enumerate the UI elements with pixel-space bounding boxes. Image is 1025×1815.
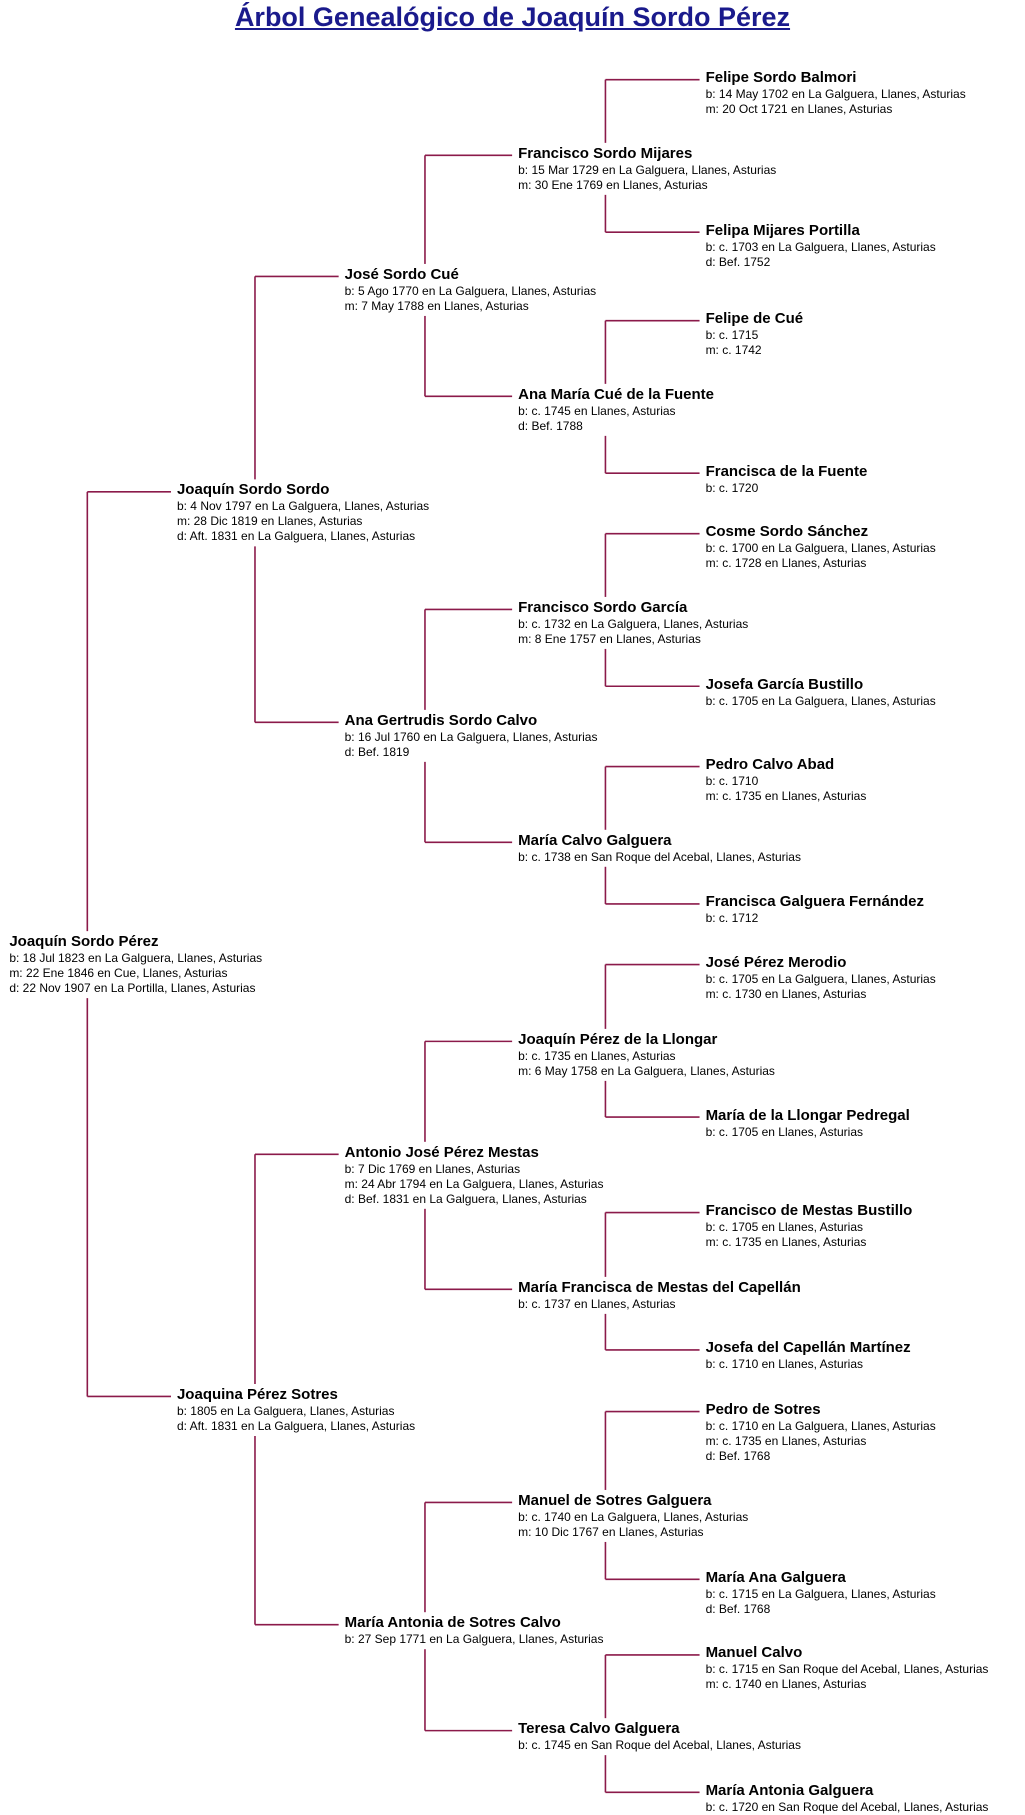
person-p5: [345, 712, 598, 760]
person-p1: [9, 933, 262, 996]
person-name: Felipe Sordo Balmori: [705, 69, 857, 87]
person-p20: [706, 523, 936, 571]
person-name: María Antonia de Sotres Calvo: [344, 1614, 561, 1632]
person-detail-line: d: 22 Nov 1907 en La Portilla, Llanes, Asturias: [9, 981, 256, 996]
person-p12: [518, 1031, 775, 1079]
person-detail-line: b: 27 Sep 1771 en La Galguera, Llanes, Asturias: [344, 1632, 604, 1647]
person-p24: [706, 954, 936, 1002]
person-name: Josefa García Bustillo: [705, 675, 864, 693]
person-name: Ana Gertrudis Sordo Calvo: [344, 711, 538, 729]
person-name: María de la Llongar Pedregal: [705, 1106, 910, 1124]
person-detail-line: m: c. 1735 en Llanes, Asturias: [705, 1235, 867, 1250]
person-name: Ana María Cué de la Fuente: [518, 385, 714, 403]
person-detail-line: b: c. 1745 en Llanes, Asturias: [518, 403, 676, 418]
person-detail-line: d: Bef. 1788: [518, 418, 583, 433]
person-detail-line: m: 7 May 1788 en Llanes, Asturias: [344, 298, 529, 313]
person-name: Felipa Mijares Portilla: [705, 221, 860, 239]
person-detail-line: m: 22 Ene 1846 en Cue, Llanes, Asturias: [9, 966, 228, 981]
person-p28: [706, 1401, 936, 1464]
person-detail-line: b: c. 1720 en San Roque del Acebal, Llanes, Asturias: [705, 1799, 989, 1814]
person-name: Teresa Calvo Galguera: [518, 1720, 680, 1738]
person-name: Joaquina Pérez Sotres: [176, 1385, 338, 1403]
person-detail-line: m: 10 Dic 1767 en Llanes, Asturias: [518, 1524, 704, 1539]
person-name: Josefa del Capellán Martínez: [705, 1339, 911, 1357]
person-p17: [706, 222, 936, 270]
person-detail-line: d: Bef. 1831 en La Galguera, Llanes, Asturias: [344, 1191, 587, 1206]
person-p26: [706, 1202, 913, 1250]
person-detail-line: m: c. 1742: [705, 343, 762, 358]
person-name: Francisca de la Fuente: [705, 462, 868, 480]
person-p6: [345, 1144, 604, 1207]
person-detail-line: b: c. 1738 en San Roque del Acebal, Llanes, Asturias: [518, 849, 801, 864]
person-detail-line: b: 4 Nov 1797 en La Galguera, Llanes, Asturias: [176, 499, 430, 514]
person-p16: [706, 69, 966, 117]
person-detail-line: b: c. 1700 en La Galguera, Llanes, Asturias: [705, 541, 936, 556]
person-detail-line: d: Bef. 1768: [705, 1449, 771, 1464]
person-detail-line: m: 30 Ene 1769 en Llanes, Asturias: [518, 177, 708, 192]
person-name: Antonio José Pérez Mestas: [344, 1143, 539, 1161]
person-detail-line: d: Aft. 1831 en La Galguera, Llanes, Asturias: [176, 529, 416, 544]
person-detail-line: b: 18 Jul 1823 en La Galguera, Llanes, Asturias: [9, 951, 263, 966]
person-name: Joaquín Sordo Pérez: [9, 933, 159, 951]
person-name: José Pérez Merodio: [705, 954, 847, 972]
person-name: Manuel de Sotres Galguera: [518, 1491, 712, 1509]
person-detail-line: m: c. 1730 en Llanes, Asturias: [705, 987, 867, 1002]
person-detail-line: b: c. 1735 en Llanes, Asturias: [518, 1048, 676, 1063]
person-detail-line: b: c. 1745 en San Roque del Acebal, Llanes, Asturias: [518, 1738, 801, 1753]
person-name: Francisco Sordo García: [518, 598, 688, 616]
person-p2: [177, 481, 429, 544]
person-p23: [706, 893, 924, 926]
person-detail-line: b: c. 1715 en La Galguera, Llanes, Asturias: [705, 1586, 936, 1601]
person-name: José Sordo Cué: [344, 265, 459, 283]
person-p30: [706, 1644, 989, 1692]
person-name: Cosme Sordo Sánchez: [705, 523, 869, 541]
person-detail-line: m: 6 May 1758 en La Galguera, Llanes, Asturias: [518, 1063, 775, 1078]
person-name: Manuel Calvo: [705, 1644, 803, 1662]
person-p7: [345, 1614, 604, 1647]
person-detail-line: m: c. 1740 en Llanes, Asturias: [705, 1677, 867, 1692]
person-p22: [706, 756, 867, 804]
person-p18: [706, 310, 804, 358]
person-name: Felipe de Cué: [705, 310, 804, 328]
person-p15: [518, 1720, 801, 1753]
person-p4: [345, 266, 597, 314]
person-p10: [518, 599, 748, 647]
person-name: María Francisca de Mestas del Capellán: [518, 1278, 801, 1296]
person-detail-line: b: c. 1710 en La Galguera, Llanes, Asturias: [705, 1419, 936, 1434]
person-name: Pedro de Sotres: [705, 1401, 821, 1419]
person-p14: [518, 1492, 748, 1540]
person-detail-line: b: c. 1740 en La Galguera, Llanes, Asturias: [518, 1509, 749, 1524]
person-name: María Antonia Galguera: [705, 1781, 874, 1799]
person-detail-line: b: 14 May 1702 en La Galguera, Llanes, Asturias: [705, 87, 966, 102]
person-detail-line: b: c. 1703 en La Galguera, Llanes, Asturias: [705, 239, 936, 254]
person-detail-line: b: c. 1710 en Llanes, Asturias: [705, 1357, 863, 1372]
person-detail-line: m: 24 Abr 1794 en La Galguera, Llanes, Asturias: [344, 1176, 604, 1191]
person-p13: [518, 1279, 801, 1312]
person-p11: [518, 832, 801, 865]
person-p29: [706, 1569, 936, 1617]
person-detail-line: b: c. 1705 en La Galguera, Llanes, Asturias: [705, 972, 936, 987]
person-detail-line: b: 1805 en La Galguera, Llanes, Asturias: [176, 1403, 395, 1418]
person-p27: [706, 1339, 911, 1372]
person-p31: [706, 1782, 989, 1815]
person-p19: [706, 463, 868, 496]
page-title: Árbol Genealógico de Joaquín Sordo Pérez: [234, 2, 791, 32]
person-name: Francisca Galguera Fernández: [705, 893, 924, 911]
person-detail-line: d: Bef. 1819: [344, 744, 410, 759]
person-detail-line: b: 16 Jul 1760 en La Galguera, Llanes, Asturias: [344, 729, 598, 744]
person-detail-line: b: c. 1712: [705, 911, 759, 926]
person-name: Francisco Sordo Mijares: [518, 144, 693, 162]
person-detail-line: m: 8 Ene 1757 en Llanes, Asturias: [518, 631, 701, 646]
person-detail-line: b: c. 1732 en La Galguera, Llanes, Asturias: [518, 616, 749, 631]
person-detail-line: m: c. 1735 en Llanes, Asturias: [705, 789, 867, 804]
person-p21: [706, 676, 936, 709]
person-detail-line: d: Aft. 1831 en La Galguera, Llanes, Asturias: [176, 1418, 416, 1433]
person-detail-line: b: c. 1715: [705, 328, 759, 343]
person-detail-line: m: 20 Oct 1721 en Llanes, Asturias: [705, 102, 893, 117]
person-name: Joaquín Sordo Sordo: [176, 481, 330, 499]
person-detail-line: b: c. 1705 en Llanes, Asturias: [705, 1220, 863, 1235]
person-name: Pedro Calvo Abad: [705, 756, 835, 774]
person-name: Joaquín Pérez de la Llongar: [518, 1030, 718, 1048]
person-detail-line: b: c. 1710: [705, 774, 759, 789]
person-p8: [518, 145, 776, 193]
person-detail-line: m: 28 Dic 1819 en Llanes, Asturias: [176, 514, 363, 529]
person-detail-line: b: 15 Mar 1729 en La Galguera, Llanes, Asturias: [518, 162, 777, 177]
person-detail-line: b: 7 Dic 1769 en Llanes, Asturias: [344, 1161, 521, 1176]
person-detail-line: d: Bef. 1752: [705, 254, 771, 269]
person-detail-line: b: 5 Ago 1770 en La Galguera, Llanes, Asturias: [344, 283, 597, 298]
person-detail-line: m: c. 1735 en Llanes, Asturias: [705, 1434, 867, 1449]
person-name: María Ana Galguera: [705, 1568, 846, 1586]
person-detail-line: b: c. 1737 en Llanes, Asturias: [518, 1296, 676, 1311]
person-p3: [177, 1386, 415, 1434]
person-detail-line: d: Bef. 1768: [705, 1601, 771, 1616]
person-name: Francisco de Mestas Bustillo: [705, 1202, 913, 1220]
person-p25: [706, 1107, 910, 1140]
person-detail-line: b: c. 1705 en Llanes, Asturias: [705, 1124, 863, 1139]
person-detail-line: b: c. 1715 en San Roque del Acebal, Llanes, Asturias: [705, 1662, 989, 1677]
person-p9: [518, 386, 714, 434]
person-detail-line: b: c. 1705 en La Galguera, Llanes, Asturias: [705, 693, 936, 708]
person-detail-line: m: c. 1728 en Llanes, Asturias: [705, 556, 867, 571]
person-name: María Calvo Galguera: [518, 831, 672, 849]
person-detail-line: b: c. 1720: [705, 480, 759, 495]
